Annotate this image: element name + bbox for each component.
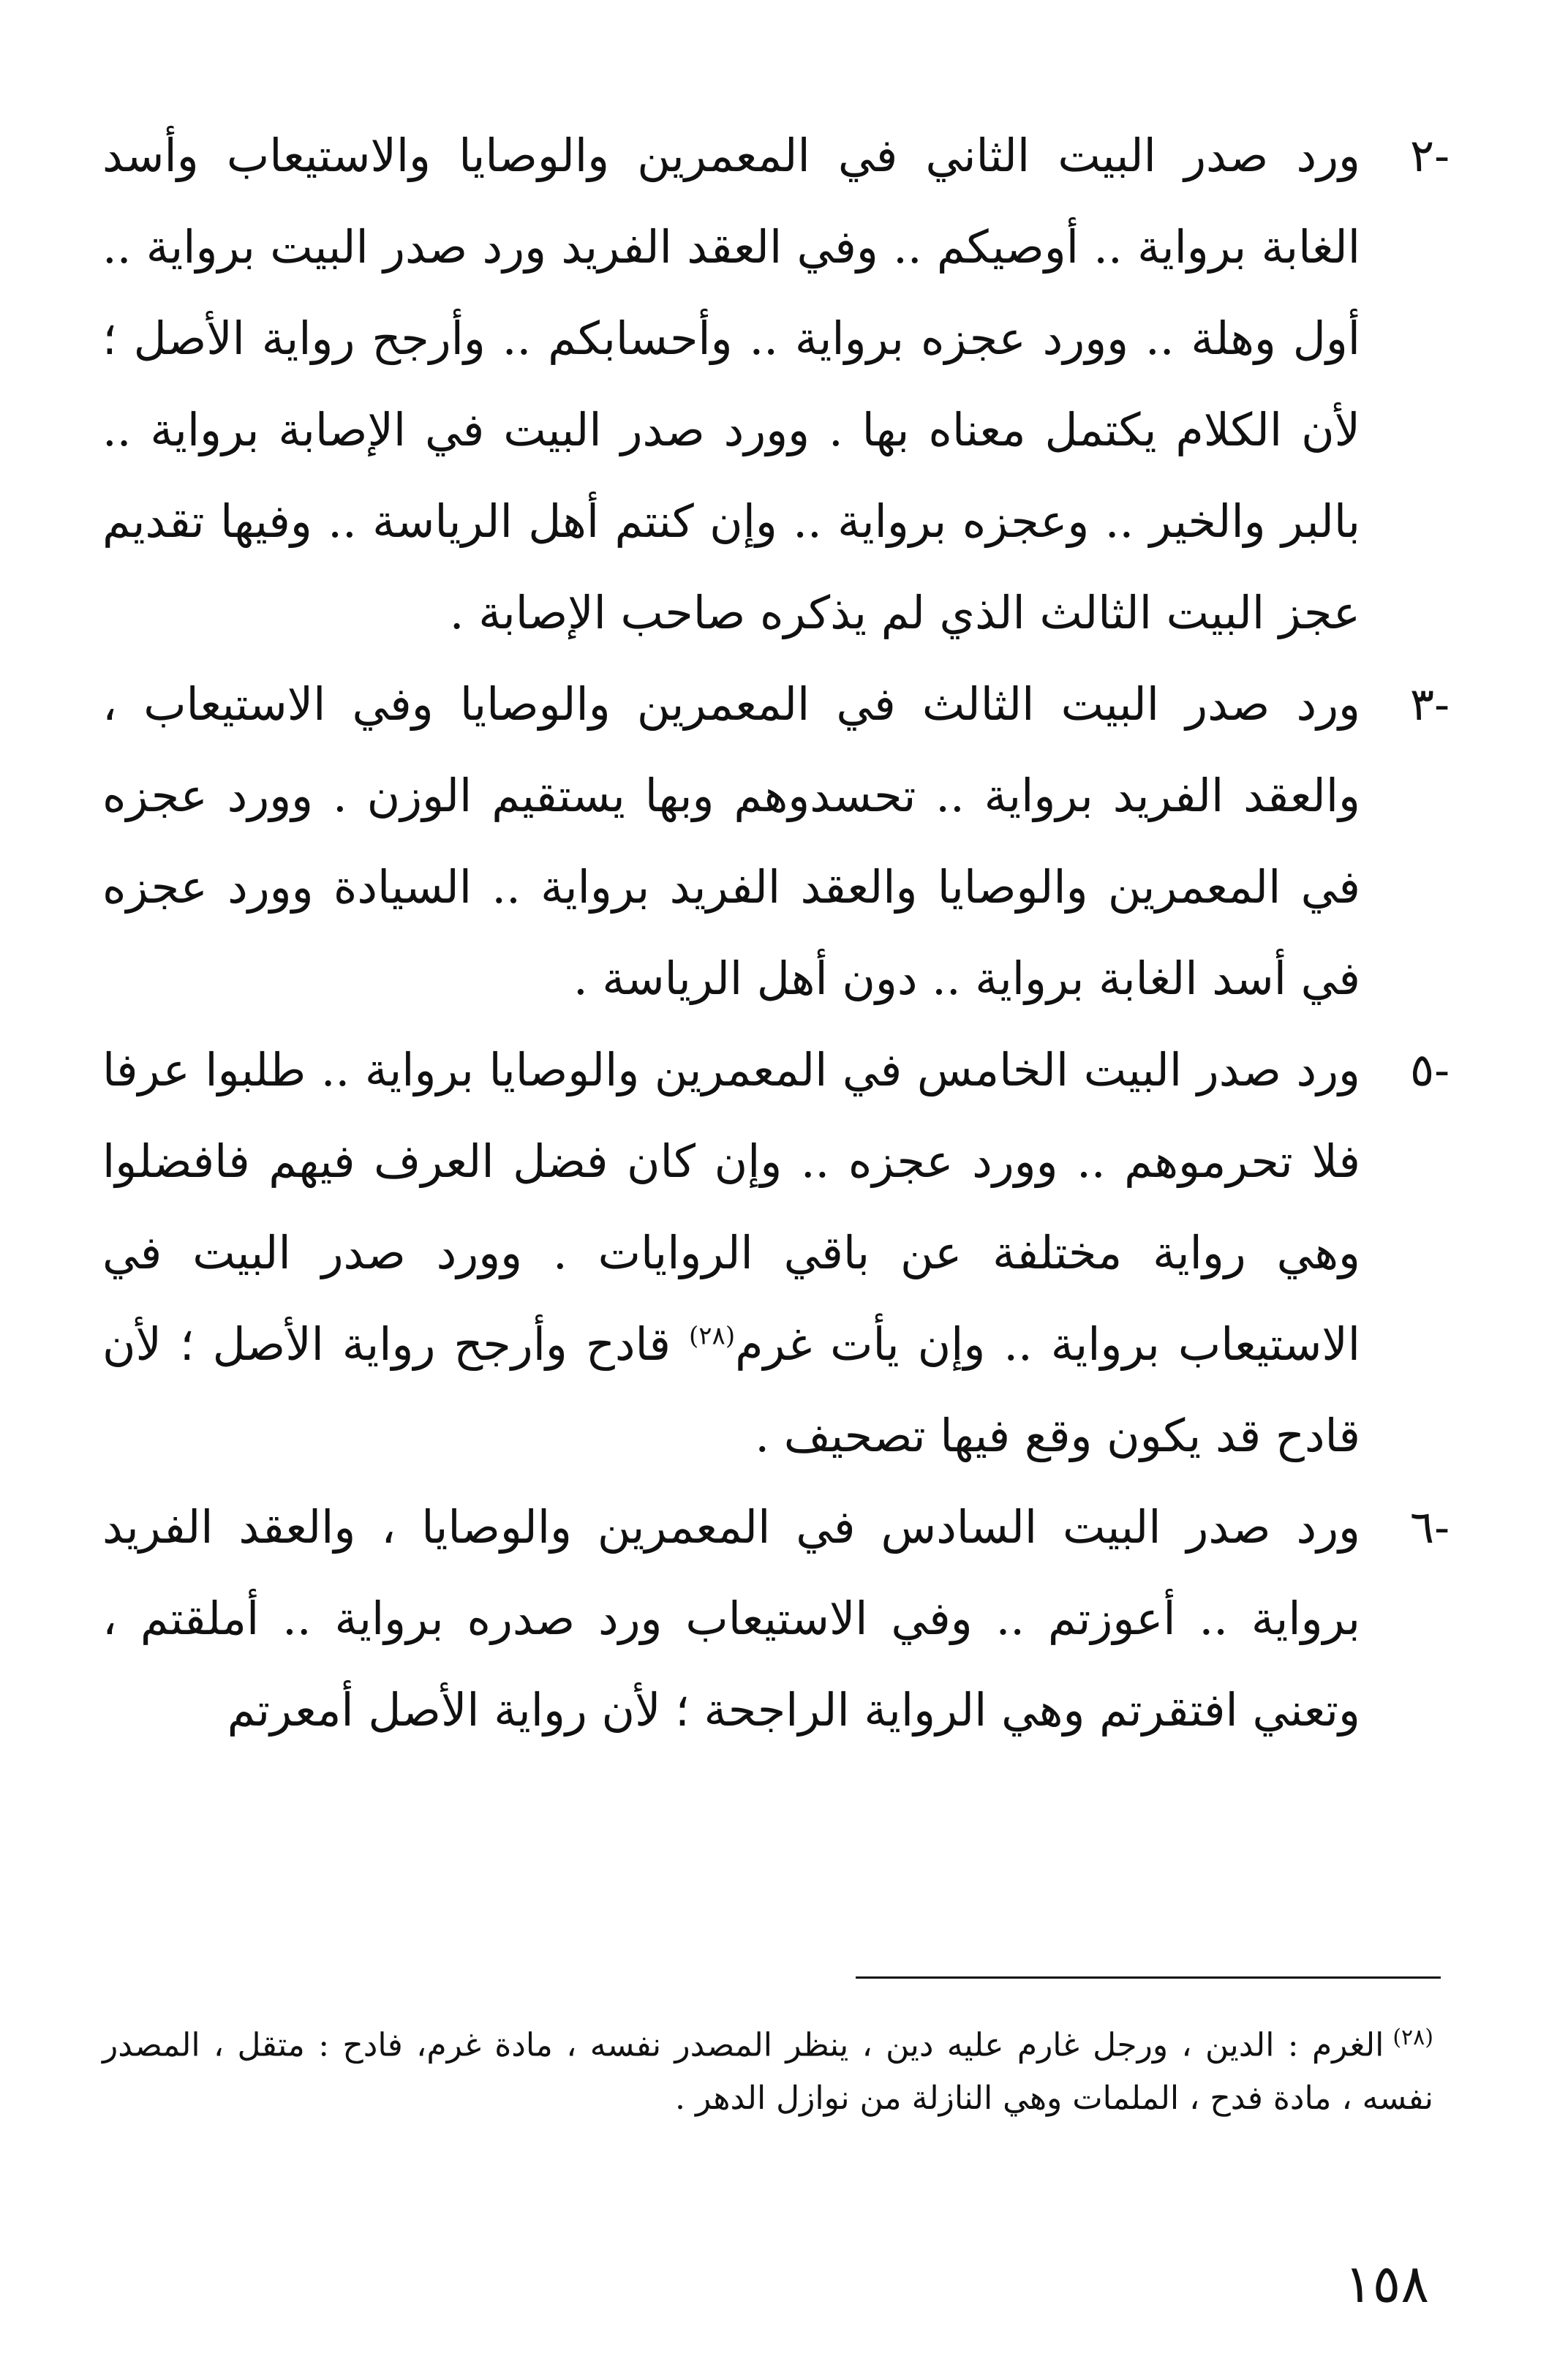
item-number: -٣ [1409, 677, 1450, 731]
item-text-part: ورد صدر البيت الخامس في المعمرين والوصايا برواية .. طلبوا عرفا فلا تحرموهم .. وورد عجزه .. وإن كان فضل العرف فيهم فافضلوا وهي رواية مختلفة عن باقي الروايات . وورد صدر البيت في الاستيعاب برواية .. وإن يأت غرم [102, 1043, 1361, 1371]
footnote-text: الغرم : الدين ، ورجل غارم عليه دين ، ينظر المصدر نفسه ، مادة غرم، فادح : متقل ، المصدر نفسه ، مادة فدح ، الملمات وهي النازلة من نوازل الدهر . [102, 2026, 1433, 2117]
list-item [102, 1481, 1450, 1756]
list-item [102, 110, 1450, 658]
footnote-separator [856, 1976, 1441, 1979]
item-text: ورد صدر البيت الثاني في المعمرين والوصايا والاستيعاب وأسد الغابة برواية .. أوصيكم .. وفي العقد الفريد ورد صدر البيت برواية .. أول وهلة .. وورد عجزه برواية .. وأحسابكم .. وأرجح رواية الأصل ؛ لأن الكلام يكتمل معناه بها . وورد صدر البيت في الإصابة برواية .. بالبر والخير .. وعجزه برواية .. وإن كنتم أهل الرياسة .. وفيها تقديم عجز البيت الثالث الذي لم يذكره صاحب الإصابة . [102, 129, 1360, 639]
item-text: ورد صدر البيت السادس في المعمرين والوصايا ، والعقد الفريد برواية .. أعوزتم .. وفي الاستيعاب ورد صدره برواية .. أملقتم ، وتعني افتقرتم وهي الرواية الراجحة ؛ لأن رواية الأصل أمعرتم [102, 1500, 1360, 1737]
list-item [102, 658, 1450, 1024]
footnote [102, 2012, 1433, 2125]
item-text-part: قادح وأرجح رواية الأصل ؛ لأن قادح قد يكون وقع فيها تصحيف . [102, 1317, 1360, 1462]
footnotes [102, 2012, 1433, 2125]
item-number: -٥ [1409, 1043, 1450, 1096]
list-item [102, 1024, 1450, 1481]
item-number: -٦ [1409, 1500, 1450, 1554]
item-number: -٢ [1409, 129, 1450, 182]
page-number: ١٥٨ [1343, 2253, 1429, 2314]
footnote-reference[interactable]: (٢٨) [689, 1321, 736, 1351]
item-text [102, 1024, 1360, 1481]
main-text [102, 110, 1450, 1756]
footnote-marker: (٢٨) [1392, 2025, 1433, 2050]
item-text: ورد صدر البيت الثالث في المعمرين والوصايا وفي الاستيعاب ، والعقد الفريد برواية .. تحسدوهم وبها يستقيم الوزن . وورد عجزه في المعمرين والوصايا والعقد الفريد برواية .. السيادة وورد عجزه في أسد الغابة برواية .. دون أهل الرياسة . [102, 677, 1360, 1005]
